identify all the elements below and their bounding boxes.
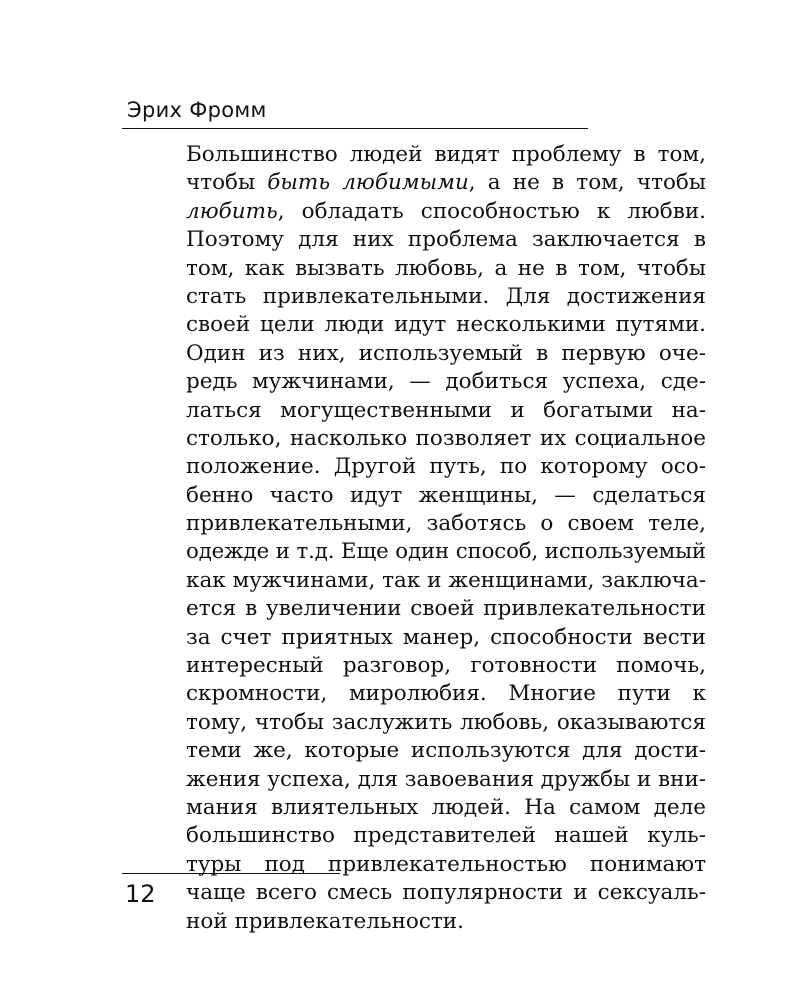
text-span: жения успеха, для завоевания дружбы и вни-	[186, 766, 706, 792]
text-line	[186, 794, 706, 822]
text-line	[186, 141, 706, 169]
text-line	[186, 368, 706, 396]
text-line	[186, 226, 706, 254]
text-line	[186, 851, 706, 879]
text-line	[186, 624, 706, 652]
text-line	[186, 311, 706, 339]
text-span: положение. Другой путь, по которому осо-	[186, 454, 706, 480]
text-span: столько, насколько позволяет их социальное	[186, 425, 706, 451]
body-paragraph	[186, 141, 706, 936]
text-span: мания влиятельных людей. На самом деле	[186, 794, 706, 820]
text-span: Большинство людей видят проблему в том,	[186, 142, 706, 167]
text-line	[186, 567, 706, 595]
text-span: интересный разговор, готовности помочь,	[186, 653, 706, 679]
text-span: большинство представителей нашей куль-	[186, 823, 706, 849]
text-line	[186, 198, 706, 226]
text-span: своей цели люди идут несколькими путями.	[186, 312, 706, 338]
text-span: туры под привлекательностью понимают	[186, 851, 706, 877]
emphasis-text: быть любимыми	[267, 170, 469, 196]
text-span: , обладать способностью к любви.	[277, 198, 706, 224]
text-line	[186, 538, 706, 566]
text-line	[186, 397, 706, 425]
text-span: скромности, миролюбия. Многие пути к	[186, 681, 706, 707]
running-header-author: Эрих Фромм	[127, 98, 267, 122]
text-line	[186, 709, 706, 737]
header-rule	[122, 128, 588, 129]
text-line	[186, 340, 706, 368]
text-span: как мужчинами, так и женщинами, заключа-	[186, 567, 706, 593]
text-span: тому, чтобы заслужить любовь, оказываются	[186, 709, 706, 735]
text-span: бенно часто идут женщины, — сделаться	[186, 482, 706, 508]
text-line	[186, 652, 706, 680]
text-line	[186, 595, 706, 623]
text-line	[186, 680, 706, 708]
text-line	[186, 255, 706, 283]
emphasis-text: любить	[186, 198, 278, 224]
text-span: редь мужчинами, — добиться успеха, сде-	[186, 369, 706, 395]
text-span: за счет приятных манер, способности вести	[186, 624, 706, 650]
text-span: латься могущественными и богатыми на-	[186, 397, 706, 423]
text-span: том, как вызвать любовь, а не в том, чтобы	[186, 255, 706, 281]
text-span: Один из них, используемый в первую оче-	[186, 340, 706, 366]
text-line	[186, 453, 706, 481]
text-span: Поэтому для них проблема заключается в	[186, 227, 706, 253]
text-line	[186, 482, 706, 510]
text-span: ется в увеличении своей привлекательности	[186, 596, 706, 622]
text-span: , а не в том, чтобы	[468, 170, 706, 196]
text-line	[186, 822, 706, 850]
footer-rule	[122, 873, 340, 874]
text-line	[186, 169, 706, 197]
text-span: чаще всего смесь популярности и сексуаль-	[186, 880, 706, 906]
text-span: одежде и т.д. Еще один способ, используемый	[186, 539, 706, 565]
text-line	[186, 879, 706, 907]
text-line	[186, 510, 706, 538]
text-line	[186, 737, 706, 765]
text-line	[186, 425, 706, 453]
text-line	[186, 283, 706, 311]
text-span: стать привлекательными. Для достижения	[186, 283, 706, 309]
text-line	[186, 766, 706, 794]
text-span: ной привлекательности.	[186, 908, 464, 934]
page-number: 12	[125, 880, 156, 908]
text-span: теми же, которые используются для дости-	[186, 738, 706, 764]
text-span: привлекательными, заботясь о своем теле,	[186, 511, 706, 537]
text-span: чтобы	[186, 170, 268, 196]
text-line	[186, 908, 706, 936]
